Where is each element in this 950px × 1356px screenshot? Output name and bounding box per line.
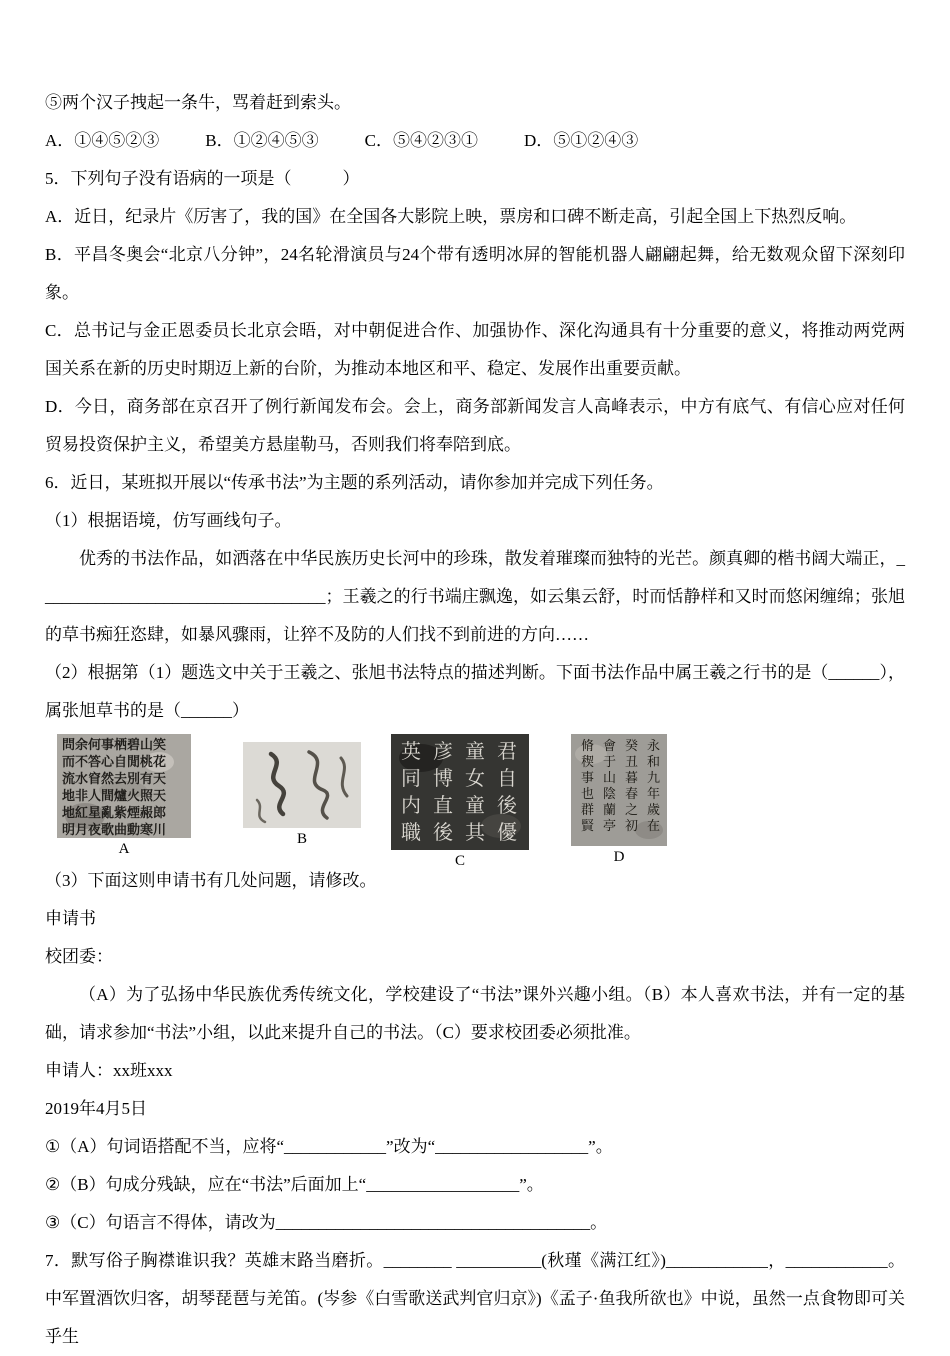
q5-option-b: B．平昌冬奥会“北京八分钟”，24名轮滑演员与24个带有透明冰屏的智能机器人翩翩起舞，给无数观众留下深刻印象。 [45, 245, 905, 302]
q6-stem: 6．近日，某班拟开展以“传承书法”为主题的系列活动，请你参加并完成下列任务。 [45, 473, 664, 492]
svg-text:而不答心自閒桃花: 而不答心自閒桃花 [62, 754, 167, 769]
application-body: （A）为了弘扬中华民族优秀传统文化，学校建设了“书法”课外兴趣小组。（B）本人喜欢书法，并有一定的基础，请求参加“书法”小组，以此来提升自己的书法。（C）要求校团委必须批准。 [45, 985, 905, 1042]
calligraphy-image-c [391, 734, 529, 850]
calligraphy-label-d: D [613, 849, 625, 865]
calligraphy-figure-c [391, 734, 529, 871]
q6-task3-label: （3）下面这则申请书有几处问题，请修改。 [45, 871, 377, 890]
svg-text:明月夜歌曲動寒川: 明月夜歌曲動寒川 [62, 822, 167, 837]
svg-text:流水窅然去別有天: 流水窅然去別有天 [62, 771, 167, 786]
svg-text:永和九年歲在: 永和九年歲在 [647, 738, 661, 833]
q7-text: 7．默写俗子胸襟谁识我？英雄末路当磨折。________ __________(秋瑾《满江红》)____________，____________。中军置酒饮归客，胡琴琵琶与羌笛。(岑参《白雪歌送武判官归京》)《孟子·鱼我所欲也》中说，虽然一点食物即可关乎生 [45, 1251, 905, 1346]
calligraphy-figure-d [571, 734, 667, 867]
q6-task1-text: 优秀的书法作品，如洒落在中华民族历史长河中的珍珠，散发着璀璨而独特的光芒。颜真卿的楷书阔大端正，__________________________________；王羲之的行书端庄飘逸，如云集云舒，时而恬静样和又时而悠闲缠绵；张旭的草书痴狂恣肆，如暴风骤雨，让猝不及防的人们找不到前进的方向…… [45, 549, 905, 644]
svg-text:地紅星亂紫煙赧郎: 地紅星亂紫煙赧郎 [62, 805, 167, 820]
q5-stem: 5．下列句子没有语病的一项是（ ） [45, 169, 360, 188]
application-title: 申请书 [45, 909, 96, 928]
q5-option-d: D．今日，商务部在京召开了例行新闻发布会。会上，商务部新闻发言人高峰表示，中方有底气、有信心应对任何贸易投资保护主义，希望美方悬崖勒马，否则我们将奉陪到底。 [45, 397, 905, 454]
q4-options-row [45, 122, 905, 160]
svg-text:會于山陰蘭亭: 會于山陰蘭亭 [603, 738, 617, 833]
q5-option-c: C．总书记与金正恩委员长北京会晤，对中朝促进合作、加强协作、深化沟通具有十分重要的意义，将推动两党两国关系在新的历史时期迈上新的台阶，为推动本地区和平、稳定、发展作出重要贡献。 [45, 321, 905, 378]
svg-text:脩稧事也群賢: 脩稧事也群賢 [581, 738, 595, 833]
q4-option-c: C．⑤④②③① [364, 131, 478, 150]
q6-fix-2: ②（B）句成分残缺，应在“书法”后面加上“__________________”。 [45, 1175, 544, 1194]
calligraphy-image-a [57, 734, 191, 838]
svg-text:英同内職: 英同内職 [401, 741, 421, 844]
q4-option-d: D．⑤①②④③ [523, 131, 639, 150]
calligraphy-figures [45, 730, 905, 869]
svg-text:彦博直後: 彦博直後 [433, 741, 453, 844]
q6-task2-text: （2）根据第（1）题选文中关于王羲之、张旭书法特点的描述判断。下面书法作品中属王羲之行书的是（______），属张旭草书的是（______） [45, 663, 905, 720]
calligraphy-figure-b [243, 742, 361, 849]
q4-option-a: A．①④⑤②③ [45, 131, 160, 150]
svg-text:君自後優: 君自後優 [497, 741, 517, 844]
calligraphy-image-b [243, 742, 361, 828]
svg-text:癸丑暮春之初: 癸丑暮春之初 [625, 738, 639, 833]
q6-fix-1: ①（A）句词语搭配不当，应将“____________”改为“__________________”。 [45, 1137, 613, 1156]
q4-item-5: ⑤两个汉子拽起一条牛，骂着赶到索头。 [45, 93, 351, 112]
application-salutation: 校团委： [45, 947, 113, 966]
svg-text:問余何事栖碧山笑: 問余何事栖碧山笑 [62, 737, 167, 752]
svg-text:地非人間爐火照天: 地非人間爐火照天 [62, 788, 167, 803]
calligraphy-label-a: A [118, 841, 130, 857]
q6-fix-3: ③（C）句语言不得体，请改为_____________________________________。 [45, 1213, 608, 1232]
calligraphy-image-d [571, 734, 667, 846]
application-applicant: 申请人：xx班xxx [45, 1061, 173, 1080]
calligraphy-label-c: C [454, 853, 465, 869]
calligraphy-label-b: B [296, 831, 307, 847]
calligraphy-figure-a [57, 734, 191, 859]
q4-option-b: B．①②④⑤③ [205, 131, 319, 150]
q5-option-a: A．近日，纪录片《厉害了，我的国》在全国各大影院上映，票房和口碑不断走高，引起全国上下热烈反响。 [45, 207, 857, 226]
q6-task1-label: （1）根据语境，仿写画线句子。 [45, 511, 292, 530]
application-date: 2019年4月5日 [45, 1099, 147, 1118]
svg-text:童女童其: 童女童其 [465, 741, 485, 844]
